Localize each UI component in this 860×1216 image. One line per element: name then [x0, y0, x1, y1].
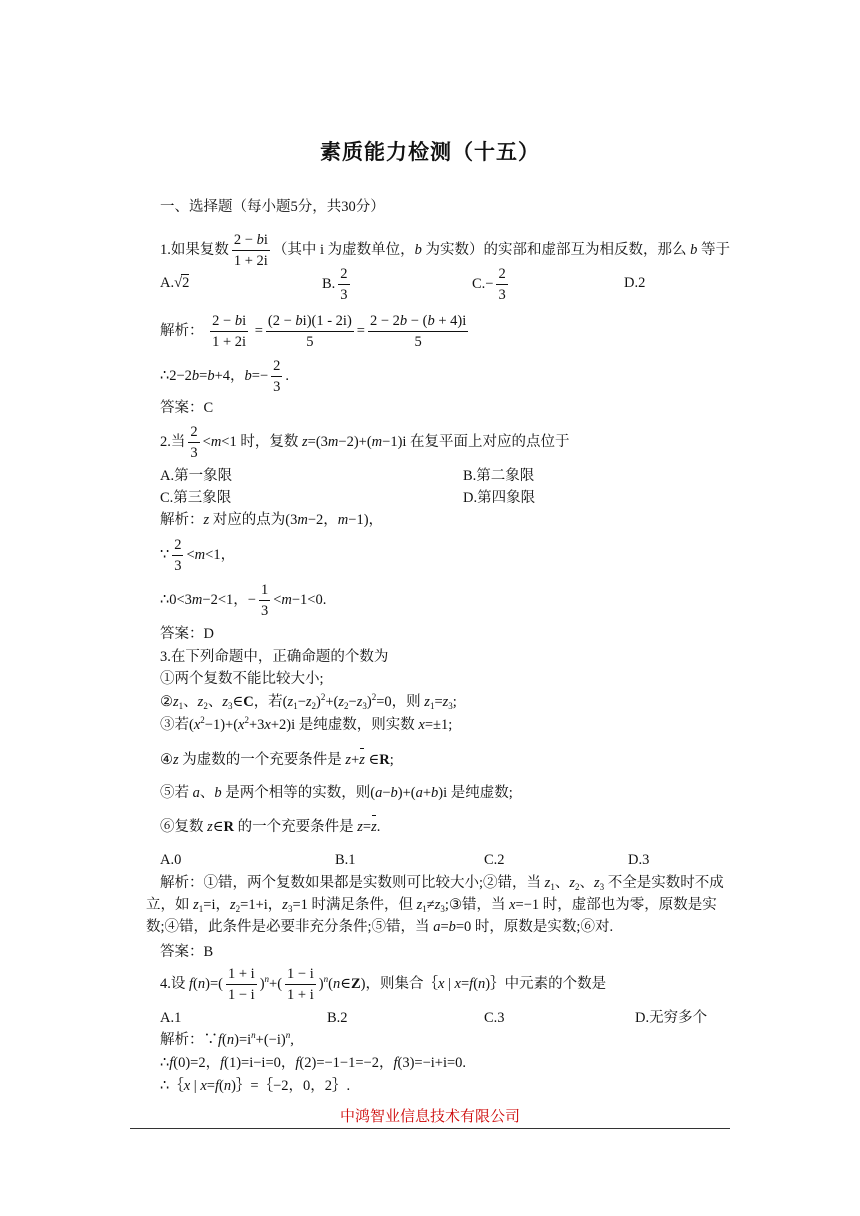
q2-option-d: D.第四象限 — [463, 490, 536, 506]
q3-proposition-2: $②z_1$、$z_2$、$z_3\in C$，若$(z_1-z_2)^2+(z_2-z_3)^2=0$，则 $z_1=z_3$; — [160, 692, 457, 711]
q4-analysis: 解析：$\because f(n)=i^n+(-i)^n$, — [160, 1030, 294, 1048]
q3-answer: 答案：B — [160, 944, 214, 960]
q4-therefore-2: ∴｛x | x=f(n)｝=｛−2，0，2｝. — [160, 1078, 351, 1094]
q3-proposition-5: ⑤若 a、b 是两个相等的实数，则(a−b)+(a+b)i 是纯虚数; — [160, 785, 513, 801]
q3-option-d: D.3 — [628, 852, 650, 868]
q3-option-c: C.2 — [484, 852, 505, 868]
section-heading: 一、选择题（每小题5分，共30分） — [160, 199, 385, 215]
q3-analysis: 解析：①错，两个复数如果都是实数则可比较大小;②错，当 $z_1$、$z_2$、$z_3$ 不全是实数时不成立，如 $z_1=i$，$z_2=1+i$，$z_3=1$ 时满足条件，但 $z_1\ne z_3;③$错，当 x=−1 时，虚部也为零，原数是实数;④错，此条件是必要非充分条件;⑤错，当 a=b=0 时，原数是实数;⑥对. — [146, 875, 724, 935]
q1-analysis: 解析： $\frac{2 - bi}{1 + 2i}$ = $\frac{(2 - bi)(1 - 2i)}{5}$ = $\frac{2 - 2b - (b + 4)i}{5}$ — [160, 313, 467, 350]
question-4-stem: 4.设 f(n)=( $\frac{1 + i}{1 - i}$ )$^n$+( $\frac{1 - i}{1 + i}$ )$^n$(n∈Z)，则集合｛x | x=f(n)｝中元素的个数是 — [160, 966, 607, 1003]
page-title: 素质能力检测（十五） — [320, 140, 540, 164]
q2-option-b: B.第二象限 — [463, 468, 535, 484]
q3-option-b: B.1 — [335, 852, 356, 868]
q1-option-b: B. $\frac{2}{3}$ — [322, 266, 348, 303]
q1-option-a: A.√2 — [160, 275, 190, 291]
question-1-stem: 1.如果复数 $\frac{2 - bi}{1 + 2i}$ （其中 i 为虚数单位，b 为实数）的实部和虚部互为相反数，那么 b 等于 — [160, 232, 730, 269]
q1-option-c: C.− $\frac{2}{3}$ — [472, 266, 506, 303]
q1-conclusion: ∴2−2b=b+4，b=− $\frac{2}{3}$ . — [160, 358, 290, 395]
q3-proposition-1: ①两个复数不能比较大小; — [160, 671, 324, 687]
q2-because: ∵ $\frac{2}{3}$ <m<1， — [160, 537, 236, 574]
q3-proposition-3: ③若$(x^2-1)+(x^2+3x+2)i$ 是纯虚数，则实数 x=±1; — [160, 715, 453, 733]
q4-option-c: C.3 — [484, 1010, 505, 1026]
fraction: $\frac{2 - bi}{1 + 2i}$ — [233, 232, 268, 269]
q3-proposition-4: ④z 为虚数的一个充要条件是 z+z ∈R; — [160, 752, 394, 768]
company-footer: 中鸿智业信息技术有限公司 — [339, 1107, 520, 1125]
q3-option-a: A.0 — [160, 852, 182, 868]
q1-answer: 答案：C — [160, 400, 214, 416]
q4-option-d: D.无穷多个 — [635, 1010, 708, 1026]
q4-option-b: B.2 — [327, 1010, 348, 1026]
q1-option-d: D.2 — [624, 275, 646, 291]
footer-divider — [130, 1128, 730, 1129]
q2-option-a: A.第一象限 — [160, 468, 233, 484]
q2-option-c: C.第三象限 — [160, 490, 232, 506]
q3-proposition-6: ⑥复数 z∈R 的一个充要条件是 z=z. — [160, 819, 381, 835]
question-2-stem: 2.当 $\frac{2}{3}$ <m<1 时，复数 z=(3m−2)+(m−1)i 在复平面上对应的点位于 — [160, 424, 570, 461]
q2-therefore: ∴0<3m−2<1，− $\frac{1}{3}$ <m−1<0. — [160, 582, 327, 619]
q2-analysis: 解析：z 对应的点为(3m−2，m−1)， — [160, 512, 384, 528]
q4-therefore-1: ∴f(0)=2，f(1)=i−i=0，f(2)=−1−1=−2，f(3)=−i+i=0. — [160, 1055, 467, 1071]
question-3-stem: 3.在下列命题中，正确命题的个数为 — [160, 649, 389, 665]
q4-option-a: A.1 — [160, 1010, 182, 1026]
q2-answer: 答案：D — [160, 626, 214, 642]
